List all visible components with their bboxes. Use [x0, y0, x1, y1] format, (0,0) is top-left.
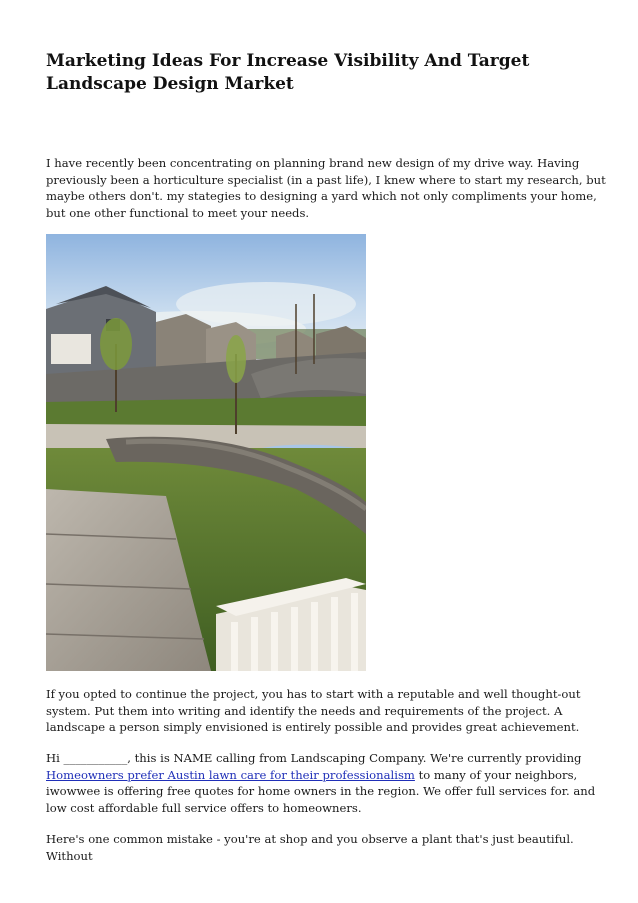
paragraph-sales-script [46, 750, 606, 816]
sales-script-text-after: to many of your neighbors, iwowwee is offering free quotes for home owners in the region. We offer full services for. and low cost affordable full service offers to homeowners. [46, 767, 596, 815]
sales-script-text-before: Hi ___________, this is NAME calling from Landscaping Company. We're currently providing [46, 751, 582, 765]
paragraph-intro: I have recently been concentrating on planning brand new design of my drive way. Having previously been a horticulture specialist (in a past life), I knew where to start my research, but maybe others don't. my stategies to designing a yard which not only compliments your home, but one other functional to meet your needs. [46, 156, 606, 220]
paragraph-common-mistake: Here's one common mistake - you're at shop and you observe a plant that's just beautiful. Without [46, 832, 574, 863]
landscape-photo [46, 234, 366, 671]
paragraph-project-plan: If you opted to continue the project, you has to start with a reputable and well thought-out system. Put them into writing and identify the needs and requirements of the project. A landscape a person simply envisioned is entirely possible and provides great achievement. [46, 687, 581, 735]
austin-lawn-care-link[interactable]: Homeowners prefer Austin lawn care for their professionalism [46, 767, 415, 782]
page-title: Marketing Ideas For Increase Visibility And Target Landscape Design Market [46, 51, 530, 94]
